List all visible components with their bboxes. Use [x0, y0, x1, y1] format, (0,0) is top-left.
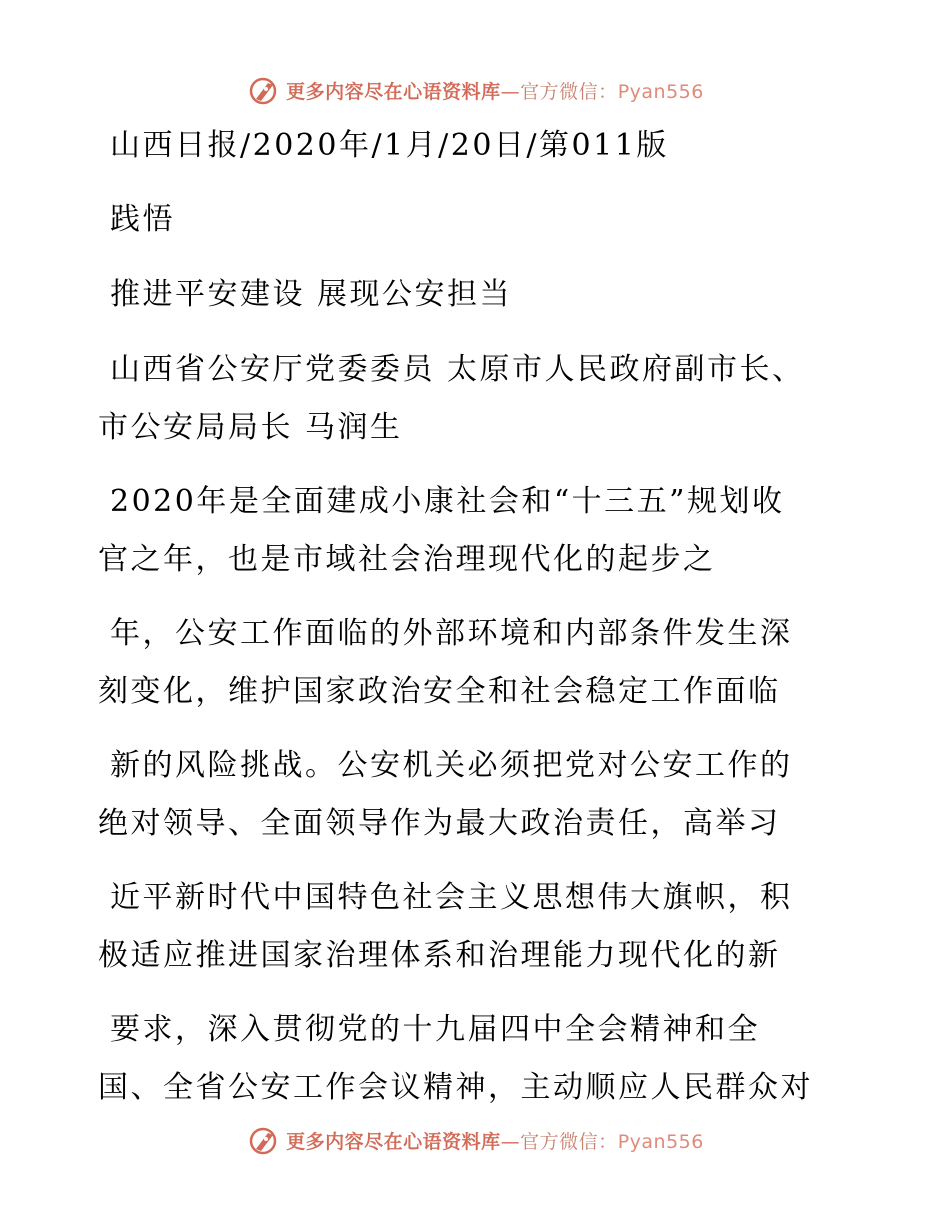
watermark-id: Pyan556: [617, 1130, 704, 1153]
header-watermark: [0, 70, 950, 110]
body-line: 绝对领导、全面领导作为最大政治责任，高举习: [98, 806, 781, 841]
author-line-2: 市公安局局长 马润生: [98, 410, 403, 445]
body-line: 2020年是全面建成小康社会和“十三五”规划收: [110, 484, 785, 519]
watermark-main: 更多内容尽在心语资料库: [286, 80, 501, 103]
watermark-text: [286, 77, 704, 104]
article-title: 推进平安建设 展现公安担当: [110, 277, 513, 312]
body-line: 极适应推进国家治理体系和治理能力现代化的新: [98, 938, 781, 973]
body-line: 近平新时代中国特色社会主义思想伟大旗帜，积: [110, 880, 793, 915]
author-line-1: 山西省公安厅党委委员 太原市人民政府副市长、: [110, 352, 805, 387]
body-line: 要求，深入贯彻党的十九届四中全会精神和全: [110, 1012, 760, 1047]
watermark-text: [286, 1127, 704, 1154]
body-line: 新的风险挑战。公安机关必须把党对公安工作的: [110, 748, 793, 783]
watermark-id: Pyan556: [617, 80, 704, 103]
footer-watermark: [0, 1120, 950, 1160]
watermark-main: 更多内容尽在心语资料库: [286, 1130, 501, 1153]
watermark-dash: —: [500, 80, 521, 103]
column-name: 践悟: [110, 202, 175, 237]
watermark-dash: —: [500, 1130, 521, 1153]
body-line: 年，公安工作面临的外部环境和内部条件发生深: [110, 616, 793, 651]
body-line: 官之年，也是市域社会治理现代化的起步之: [98, 542, 716, 577]
pen-nib-circle-icon: [246, 1123, 280, 1157]
body-line: 国、全省公安工作会议精神，主动顺应人民群众对: [98, 1070, 813, 1105]
watermark-official: 官方微信：: [520, 1130, 618, 1153]
watermark-official: 官方微信：: [520, 80, 618, 103]
source-line: 山西日报/2020年/1月/20日/第011版: [110, 128, 669, 163]
body-line: 刻变化，维护国家政治安全和社会稳定工作面临: [98, 674, 781, 709]
pen-nib-circle-icon: [246, 73, 280, 107]
